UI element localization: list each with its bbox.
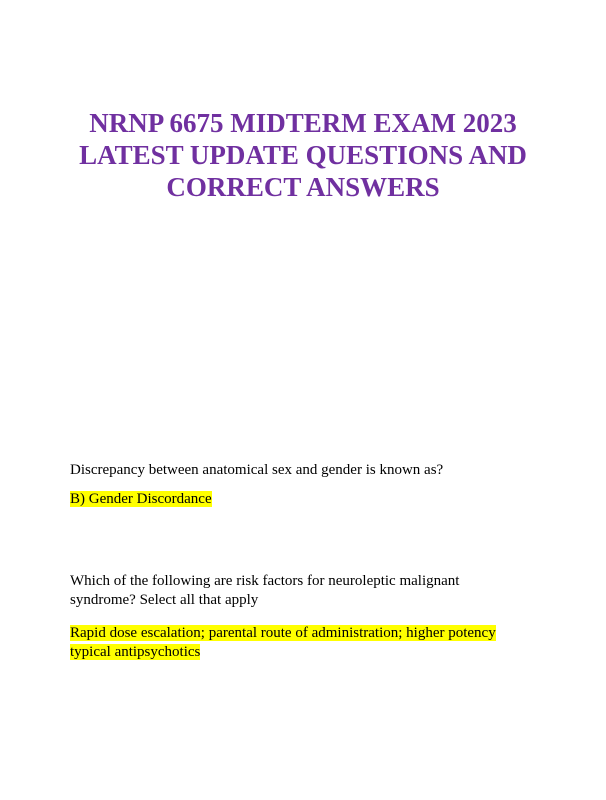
question-1 (70, 461, 540, 480)
answer-2-line-1: Rapid dose escalation; parental route of administration; higher potency (70, 625, 496, 641)
answer-2 (70, 624, 540, 662)
title-line-3: CORRECT ANSWERS (166, 172, 440, 202)
answer-1-text: B) Gender Discordance (70, 491, 212, 507)
question-1-text: Discrepancy between anatomical sex and gender is known as? (70, 462, 444, 478)
question-2-line-2: syndrome? Select all that apply (70, 592, 259, 608)
title-line-2: LATEST UPDATE QUESTIONS AND (79, 140, 527, 170)
question-2 (70, 572, 540, 610)
question-2-line-1: Which of the following are risk factors for neuroleptic malignant (70, 573, 460, 589)
answer-2-line-2: typical antipsychotics (70, 644, 201, 660)
title-line-1: NRNP 6675 MIDTERM EXAM 2023 (89, 108, 517, 138)
document-title (40, 107, 566, 203)
answer-1 (70, 490, 540, 509)
